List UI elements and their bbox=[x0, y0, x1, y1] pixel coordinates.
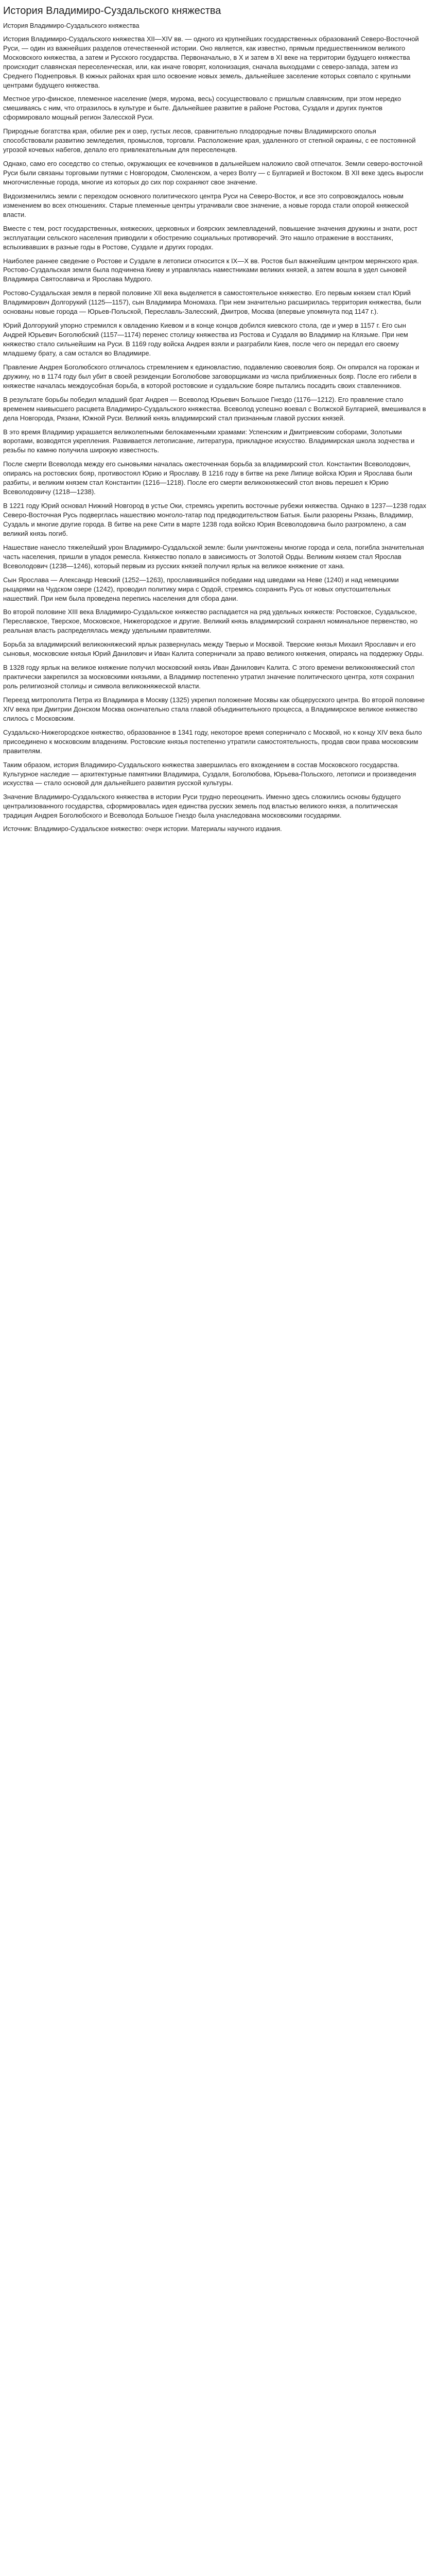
article-paragraph: В это время Владимир украшается великолепными белокаменными храмами: Успенским и Дмитриевским соборами, Золотыми воротами, возводятся укрепления. Развивается летописание, литература, прикладное искусство. Владимирская школа зодчества и резьбы по камню получила широкую известность. bbox=[3, 428, 415, 454]
article-paragraph: Однако, само его соседство со степью, окружающих ее кочевников в дальнейшем наложило свой отпечаток. Земли северо-восточной Руси были связаны торговыми путями с Новгородом, Смоленском, а через Волгу — с Булгарией и Востоком. В XII веке здесь выросли многочисленные города, многие из которых до сих пор сохраняют свое значение. bbox=[3, 160, 424, 186]
source-note bbox=[3, 825, 427, 834]
article-paragraph: Видоизменились земли с переходом основного политического центра Руси на Северо-Восток, и все это сопровождалось новым изменением во всех отношениях. Старые племенные центры утрачивали свое значение, а новые города стали опорой княжеской власти. bbox=[3, 192, 409, 218]
article-paragraph: Юрий Долгорукий упорно стремился к овладению Киевом и в конце концов добился киевского стола, где и умер в 1157 г. Его сын Андрей Юрьевич Боголюбский (1157—1174) перенес столицу княжества из Ростова и Суздаля во Владимир на Клязьме. При нем княжество стало сильнейшим на Руси. В 1169 году войска Андрея взяли и разграбили Киев, после чего он передал его своему младшему брату, а сам остался во Владимире. bbox=[3, 321, 408, 357]
article-paragraph: Нашествие нанесло тяжелейший урон Владимиро-Суздальской земле: были уничтожены многие города и села, погибла значительная часть населения, пришли в упадок ремесла. Княжество попало в зависимость от Золотой Орды. Великим князем стал Ярослав Всеволодович (1238—1246), который первым из русских князей получил ярлык на великое княжение от хана. bbox=[3, 543, 424, 570]
article-paragraph: В результате борьбы победил младший брат Андрея — Всеволод Юрьевич Большое Гнездо (1176—1212). Его правление стало временем наивысшего расцвета Владимиро-Суздальского княжества. Всеволод успешно воевал с Волжской Булгарией, вмешивался в дела Новгорода, Рязани, Южной Руси. Великий князь владимирский стал признанным главой русских князей. bbox=[3, 395, 426, 422]
article-paragraph: В 1221 году Юрий основал Нижний Новгород в устье Оки, стремясь укрепить восточные рубежи княжества. Однако в 1237—1238 годах Северо-Восточная Русь подверглась нашествию монголо-татар под предводительством Батыя. Были разорены Рязань, Владимир, Суздаль и многие другие города. В битве на реке Сити в марте 1238 года войско Юрия Всеволодовича было разгромлено, а сам великий князь погиб. bbox=[3, 502, 427, 537]
article-paragraph: Правление Андрея Боголюбского отличалось стремлением к единовластию, подавлению своеволия бояр. Он опирался на горожан и дружину, но в 1174 году был убит в своей резиденции Боголюбове заговорщиками из числа приближенных бояр. После его гибели в княжестве началась междоусобная борьба, в которой ростовские и суздальские бояре пытались посадить своих ставленников. bbox=[3, 363, 420, 389]
article-paragraph: Ростово-Суздальская земля в первой половине XII века выделяется в самостоятельное княжество. Его первым князем стал Юрий Владимирович Долгорукий (1125—1157), сын Владимира Мономаха. При нем значительно расширилась территория княжества, были основаны новые города — Юрьев-Польской, Переславль-Залесский, Дмитров, Москва (впервые упомянута под 1147 г.). bbox=[3, 289, 422, 316]
article-paragraph: Суздальско-Нижегородское княжество, образованное в 1341 году, некоторое время соперничало с Москвой, но к концу XIV века было присоединено к московским владениям. Ростовские князья постепенно утратили самостоятельность, продав свои права московским правителям. bbox=[3, 728, 422, 755]
article-paragraph: Вместе с тем, рост государственных, княжеских, церковных и боярских землевладений, повышение значения дружины и знати, рост эксплуатации сельского населения приводили к обострению социальных противоречий. Это нашло отражение в восстаниях, вспыхивавших в разные годы в Ростове, Суздале и других городах. bbox=[3, 224, 417, 251]
article-paragraph: Местное угро-финское, племенное население (меря, мурома, весь) сосуществовало с пришлым славянским, при этом нередко смешиваясь с ним, что отразилось в культуре и быте. Дальнейшее развитие в районе Ростова, Суздаля и других пунктов сформировало мощный регион Залесской Руси. bbox=[3, 95, 402, 122]
article-paragraph: История Владимиро-Суздальского княжества XII—XIV вв. — одного из крупнейших государственных образований Северо-Восточной Руси, — один из важнейших разделов отечественной истории. Оно является, как известно, прямым предшественником великого Московского княжества, а затем и Русского государства. Первоначально, в X и затем в XI веке на территории будущего княжества происходит славянская переселенческая, или, как иначе говорят, колонизация, сначала выходцами с северо-запада, затем из Среднего Поднепровья. В южных районах края шло освоение новых земель, дальнейшее заселение которых совпало с крупными центрами будущего княжества. bbox=[3, 35, 419, 89]
source-label: Источник: bbox=[3, 825, 32, 833]
article-paragraph: Борьба за владимирский великокняжеский ярлык развернулась между Тверью и Москвой. Тверские князья Михаил Ярославич и его сыновья, московские князья Юрий Данилович и Иван Калита соперничали за право великого княжения, опираясь на поддержку Орды. bbox=[3, 640, 424, 658]
page-title: История Владимиро-Суздальского княжества bbox=[3, 5, 221, 16]
document-page bbox=[0, 0, 430, 843]
article-paragraph: В 1328 году ярлык на великое княжение получил московский князь Иван Данилович Калита. С этого времени великокняжеский стол практически закрепился за московскими князьями, а Владимир постепенно утратил значение политического центра, хотя сохранил роль религиозной столицы и символа великокняжеской власти. bbox=[3, 664, 415, 690]
article-body bbox=[3, 35, 427, 820]
article-paragraph: Наиболее раннее сведение о Ростове и Суздале в летописи относится к IX—X вв. Ростов был важнейшим центром мерянского края. Ростово-Суздальская земля была подчинена Киеву и управлялась наместниками великих князей, а затем вошла в удел сыновей Владимира Святославича и Ярослава Мудрого. bbox=[3, 257, 419, 283]
article-paragraph: Таким образом, история Владимиро-Суздальского княжества завершилась его вхождением в состав Московского государства. Культурное наследие — архитектурные памятники Владимира, Суздаля, Боголюбова, Юрьева-Польского, летописи и произведения искусства — стало основой для дальнейшего развития русской культуры. bbox=[3, 760, 416, 787]
article-paragraph: Переезд митрополита Петра из Владимира в Москву (1325) укрепил положение Москвы как общерусского центра. Во второй половине XIV века при Дмитрии Донском Москва окончательно стала главой объединительного процесса, а Владимирское великое княжество слилось с Московским. bbox=[3, 696, 425, 722]
page-subtitle: История Владимиро-Суздальского княжества bbox=[3, 22, 139, 29]
source-text: Владимиро-Суздальское княжество: очерк истории. Материалы научного издания. bbox=[34, 825, 282, 833]
article-paragraph: Природные богатства края, обилие рек и озер, густых лесов, сравнительно плодородные почвы Владимирского ополья способствовали развитию земледелия, промыслов, торговли. Расположение края, удаленного от степной окраины, с ее постоянной угрозой кочевых набегов, делало его привлекательным для переселенцев. bbox=[3, 127, 416, 154]
article-paragraph: После смерти Всеволода между его сыновьями началась ожесточенная борьба за владимирский стол. Константин Всеволодович, опираясь на ростовских бояр, противостоял Юрию и Ярославу. В 1216 году в битве на реке Липице войска Юрия и Ярослава были разбиты, и великим князем стал Константин (1216—1218). После его смерти великокняжеский стол вновь перешел к Юрию Всеволодовичу (1218—1238). bbox=[3, 460, 412, 496]
article-paragraph: Во второй половине XIII века Владимиро-Суздальское княжество распадается на ряд удельных княжеств: Ростовское, Суздальское, Переславское, Тверское, Московское, Нижегородское и другие. Великий князь владимирский сохранял номинальное первенство, но реальная власть распределялась между удельными правителями. bbox=[3, 608, 418, 635]
article-paragraph: Сын Ярослава — Александр Невский (1252—1263), прославившийся победами над шведами на Неве (1240) и над немецкими рыцарями на Чудском озере (1242), проводил политику мира с Ордой, стремясь сохранить Русь от новых опустошительных нашествий. При нем была проведена перепись населения для сбора дани. bbox=[3, 575, 399, 602]
article-paragraph: Значение Владимиро-Суздальского княжества в истории Руси трудно переоценить. Именно здесь сложились основы будущего централизованного государства, сформировалась идея единства русских земель под властью великого князя, а политическая традиция Андрея Боголюбского и Всеволода Большое Гнездо была унаследована московскими государями. bbox=[3, 793, 401, 820]
